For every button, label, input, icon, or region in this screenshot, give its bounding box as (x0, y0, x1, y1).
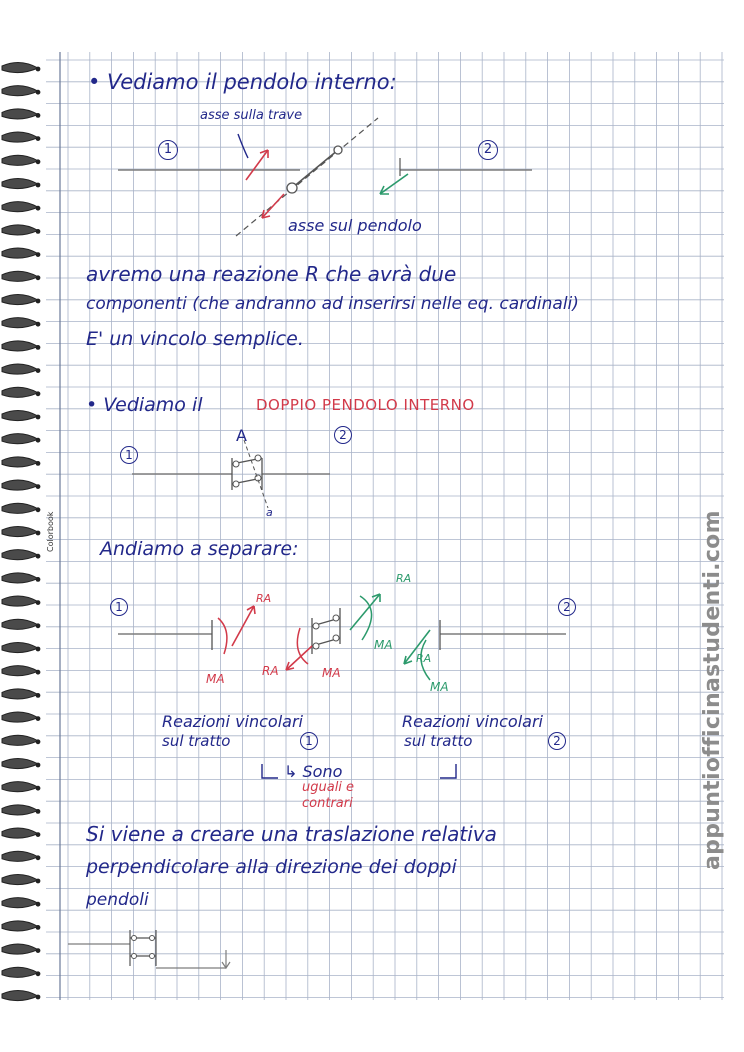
reactions-right-line-2: sul tratto (404, 732, 473, 750)
section-1-marker: 1 (158, 140, 178, 160)
double-pendulum-title: DOPPIO PENDOLO INTERNO (256, 396, 475, 414)
moment-ma-label: MA (430, 680, 449, 694)
equal-opposite-line-1: uguali e (302, 780, 355, 795)
down-arrow (222, 950, 230, 968)
reaction-ra-label: RA (262, 664, 279, 678)
pendulum-hinge (132, 936, 137, 941)
reactions-right-line-1: Reazioni vincolari (402, 712, 543, 731)
pendulum-axis-label: asse sul pendolo (288, 216, 422, 235)
section-2-marker: 2 (478, 140, 498, 160)
pendulum-hinge (150, 954, 155, 959)
reaction-ra-label: RA (256, 592, 272, 605)
section-1-marker: 1 (300, 732, 318, 750)
moment-ma-label: MA (322, 666, 341, 680)
section-2-marker: 2 (548, 732, 566, 750)
conclusion-line-2: perpendicolare alla direzione dei doppi (86, 856, 457, 878)
double-pendulum-prefix: • Vediamo il (86, 394, 203, 416)
conclusion-line-3: pendoli (86, 890, 149, 910)
section-1-marker: 1 (120, 446, 138, 464)
section-1-marker: 1 (110, 598, 128, 616)
reaction-line-1: avremo una reazione R che avrà due (86, 262, 457, 286)
moment-ma-label: MA (206, 672, 225, 686)
moment-ma-label: MA (374, 638, 393, 652)
reaction-line-3: E' un vincolo semplice. (86, 328, 304, 350)
equal-opposite-line-2: contrari (302, 796, 353, 811)
reactions-left-line-1: Reazioni vincolari (162, 712, 303, 731)
are-label: ↳ Sono (284, 762, 343, 781)
alpha-label: a (266, 506, 273, 519)
conclusion-line-1: Si viene a creare una traslazione relativa (86, 822, 497, 846)
binding-brand: Colorbook (46, 511, 55, 552)
section-2-marker: 2 (558, 598, 576, 616)
pendulum-hinge (132, 954, 137, 959)
point-a-label: A (236, 426, 247, 445)
pendulum-hinge (150, 936, 155, 941)
section-2-marker: 2 (334, 426, 352, 444)
reaction-ra-label: RA (416, 652, 432, 665)
reaction-line-2: componenti (che andranno ad inserirsi nelle eq. cardinali) (86, 294, 579, 314)
reaction-ra-label: RA (396, 572, 412, 585)
internal-pendulum-title: • Vediamo il pendolo interno: (88, 70, 397, 94)
separate-line: Andiamo a separare: (100, 538, 299, 560)
beam-axis-label: asse sulla trave (200, 108, 303, 123)
watermark: appuntiofficinastudenti.com (700, 510, 725, 870)
reactions-left-line-2: sul tratto (162, 732, 231, 750)
